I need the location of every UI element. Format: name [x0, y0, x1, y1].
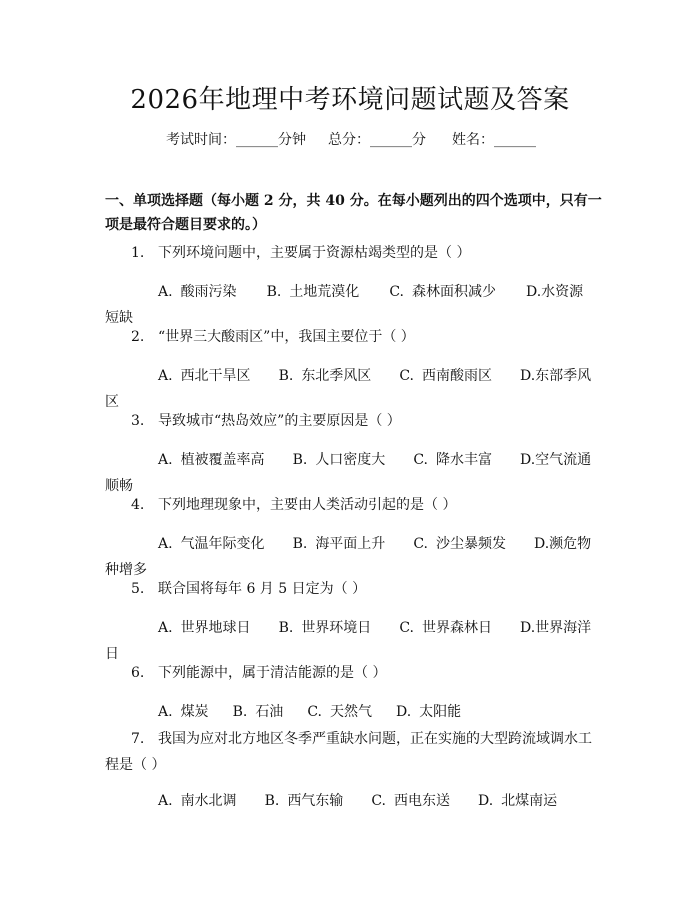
option-text: 降水丰富 [435, 452, 492, 468]
option-a [158, 284, 237, 300]
option-text: 东北季风区 [301, 368, 372, 384]
option-b [267, 284, 360, 300]
option-text: 南水北调 [180, 793, 237, 809]
question-text: “世界三大酸雨区”中，我国主要位于（ ） [158, 329, 415, 345]
question-stem [105, 242, 595, 264]
exam-time-field: 考试时间：______分钟 [166, 132, 306, 148]
question-7 [105, 726, 595, 814]
option-label: B. [292, 536, 308, 552]
question-text: 下列地理现象中，主要由人类活动引起的是（ ） [158, 497, 457, 513]
question-number: 3. [131, 413, 145, 429]
question-text: 联合国将每年 6 月 5 日定为（ ） [158, 581, 367, 597]
option-a [158, 452, 265, 468]
option-c [413, 536, 506, 552]
option-text: 沙尘暴频发 [435, 536, 506, 552]
option-b [279, 620, 372, 636]
option-label: A. [158, 536, 173, 552]
question-stem [105, 726, 595, 778]
question-4 [105, 494, 595, 583]
option-label: D. [477, 793, 494, 809]
option-text: 植被覆盖率高 [180, 452, 265, 468]
option-b [293, 452, 386, 468]
option-c [371, 793, 450, 809]
option-text: 世界森林日 [421, 620, 492, 636]
option-text: 石油 [255, 704, 284, 720]
option-label: D. [519, 452, 536, 468]
option-label: B. [292, 452, 308, 468]
option-label: C. [413, 452, 428, 468]
question-options [105, 447, 595, 499]
option-a [158, 704, 209, 720]
option-text: 森林面积减少 [411, 284, 496, 300]
option-text: 东部季风区 [105, 368, 592, 410]
option-c [399, 368, 492, 384]
option-text: 土地荒漠化 [289, 284, 360, 300]
option-label: C. [399, 368, 414, 384]
option-c [413, 452, 492, 468]
question-1 [105, 242, 595, 331]
option-label: A. [158, 704, 173, 720]
option-label: B. [232, 704, 248, 720]
option-text: 世界环境日 [301, 620, 372, 636]
option-text: 西北干旱区 [180, 368, 251, 384]
option-text: 气温年际变化 [180, 536, 265, 552]
option-label: A. [158, 793, 173, 809]
option-text: 水资源短缺 [105, 284, 584, 326]
option-a [158, 793, 237, 809]
question-3 [105, 410, 595, 499]
option-text: 西南酸雨区 [421, 368, 492, 384]
option-label: A. [158, 452, 173, 468]
question-stem [105, 410, 595, 432]
option-text: 北煤南运 [501, 793, 558, 809]
question-text: 导致城市“热岛效应”的主要原因是（ ） [158, 413, 401, 429]
question-6 [105, 662, 595, 725]
option-text: 太阳能 [419, 704, 462, 720]
option-c [307, 704, 372, 720]
option-text: 西电东送 [393, 793, 450, 809]
option-label: C. [307, 704, 322, 720]
question-5 [105, 578, 595, 667]
question-options [105, 615, 595, 667]
option-b [293, 536, 386, 552]
option-label: C. [399, 620, 414, 636]
question-stem [105, 494, 595, 516]
option-label: D. [525, 284, 542, 300]
option-text: 西气东输 [287, 793, 344, 809]
option-text: 世界海洋日 [105, 620, 592, 662]
question-options [105, 363, 595, 415]
option-b [233, 704, 284, 720]
question-options [105, 788, 595, 814]
option-label: C. [389, 284, 404, 300]
option-label: A. [158, 620, 173, 636]
option-text: 濒危物种增多 [105, 536, 592, 578]
option-text: 酸雨污染 [180, 284, 237, 300]
option-d [478, 793, 557, 809]
question-number: 4. [131, 497, 145, 513]
question-stem [105, 662, 595, 684]
option-b [265, 793, 344, 809]
option-label: A. [158, 368, 173, 384]
option-a [158, 536, 265, 552]
total-score-field: 总分：______分 [328, 132, 426, 148]
option-text: 煤炭 [180, 704, 209, 720]
question-text: 下列环境问题中，主要属于资源枯竭类型的是（ ） [158, 245, 471, 261]
option-label: B. [266, 284, 282, 300]
question-2 [105, 326, 595, 415]
option-label: D. [519, 368, 536, 384]
question-stem [105, 326, 595, 348]
section-heading: 一、单项选择题（每小题 2 分，共 40 分。在每小题列出的四个选项中，只有一项是最符合题目要求的。） [105, 193, 602, 233]
question-options [105, 531, 595, 583]
student-name-field: 姓名：______ [452, 132, 536, 148]
option-text: 海平面上升 [315, 536, 386, 552]
option-text: 世界地球日 [180, 620, 251, 636]
option-label: B. [278, 620, 294, 636]
option-c [389, 284, 496, 300]
question-number: 6. [131, 665, 145, 681]
option-label: D. [519, 620, 536, 636]
option-label: C. [413, 536, 428, 552]
question-number: 2. [131, 329, 145, 345]
question-options [105, 279, 595, 331]
question-text: 下列能源中，属于清洁能源的是（ ） [158, 665, 387, 681]
option-label: C. [371, 793, 386, 809]
option-a [158, 620, 251, 636]
option-a [158, 368, 251, 384]
option-text: 人口密度大 [315, 452, 386, 468]
question-number: 1. [131, 245, 145, 261]
option-c [399, 620, 492, 636]
option-b [279, 368, 372, 384]
option-label: A. [158, 284, 173, 300]
option-label: B. [264, 793, 280, 809]
exam-info-line [166, 130, 536, 150]
option-label: D. [533, 536, 550, 552]
option-label: D. [395, 704, 412, 720]
question-number: 5. [131, 581, 145, 597]
question-text: 我国为应对北方地区冬季严重缺水问题，正在实施的大型跨流域调水工程是（ ） [105, 731, 592, 773]
question-options [105, 699, 595, 725]
page-title: 2026年地理中考环境问题试题及答案 [130, 85, 570, 115]
option-label: B. [278, 368, 294, 384]
option-text: 天然气 [329, 704, 372, 720]
option-text: 空气流通顺畅 [105, 452, 592, 494]
question-number: 7. [131, 731, 145, 747]
question-stem [105, 578, 595, 600]
option-d [396, 704, 461, 720]
